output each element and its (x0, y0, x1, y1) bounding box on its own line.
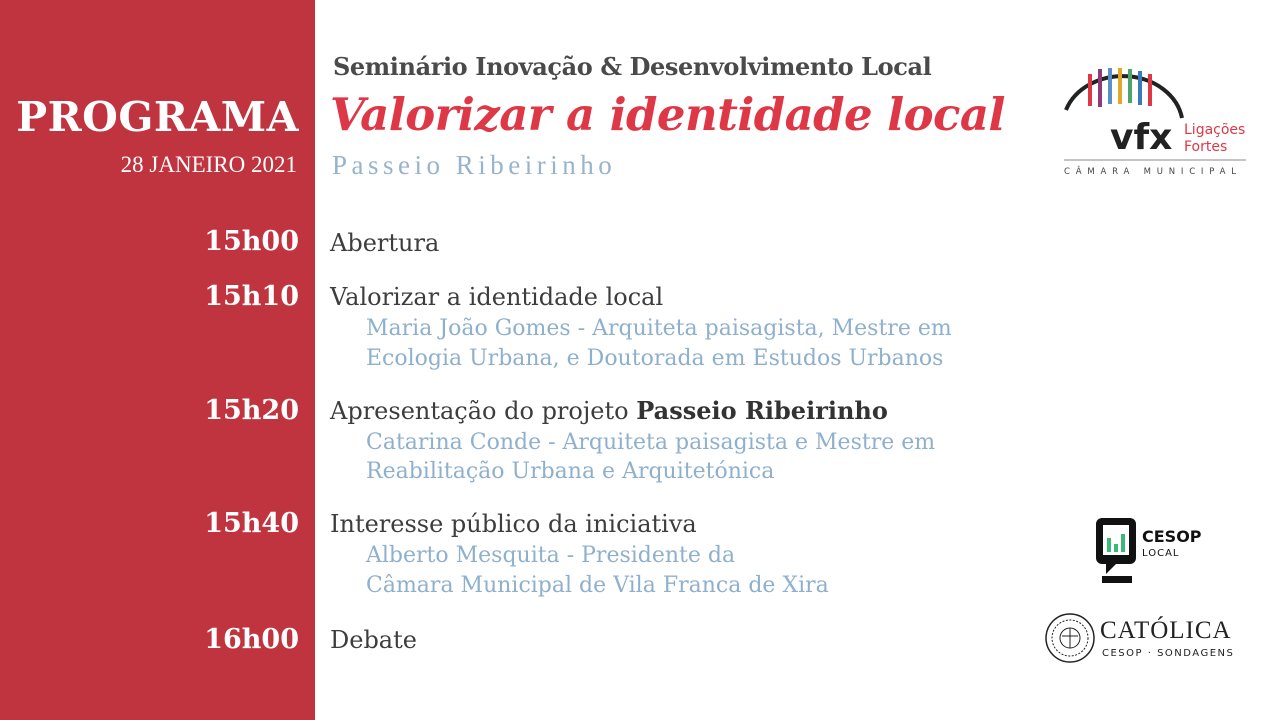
agenda-item-text: Apresentação do projeto (330, 397, 637, 425)
main-title: Valorizar a identidade local (330, 88, 1005, 141)
cesop-sub: LOCAL (1142, 548, 1180, 559)
program-heading: PROGRAMA (16, 93, 299, 141)
cesop-local-logo (1094, 516, 1224, 588)
logo-bar (1088, 74, 1092, 106)
vfx-tagline: Fortes (1184, 139, 1228, 155)
catolica-sub: CESOP · SONDAGENS (1102, 648, 1234, 659)
vfx-logo (1060, 54, 1250, 179)
seminar-title: Seminário Inovação & Desenvolvimento Local (333, 52, 932, 81)
cesop-base (1102, 576, 1132, 583)
event-date: 28 JANEIRO 2021 (120, 152, 297, 177)
cesop-bar (1114, 544, 1118, 552)
cesop-bar (1107, 538, 1111, 552)
agenda-item: Debate (330, 626, 417, 654)
time-slot: 15h00 (204, 226, 299, 257)
logo-arc (1066, 76, 1182, 118)
catolica-logo (1044, 610, 1234, 666)
time-slot: 15h10 (204, 281, 299, 312)
logo-bar (1148, 74, 1152, 106)
place-title: Passeio Ribeirinho (332, 150, 617, 180)
vfx-subtitle: CÂMARA MUNICIPAL (1064, 167, 1242, 177)
time-slot: 15h20 (204, 395, 299, 426)
logo-bar (1128, 69, 1132, 103)
cesop-bar (1121, 534, 1125, 552)
speaker-line: Alberto Mesquita - Presidente da (366, 543, 736, 568)
logo-bar (1138, 71, 1142, 105)
agenda-item: Abertura (330, 229, 440, 257)
time-slot: 15h40 (204, 508, 299, 539)
logo-bar (1108, 68, 1112, 104)
logo-bar (1118, 68, 1122, 104)
vfx-wordmark: vfx (1110, 117, 1173, 158)
cesop-name: CESOP (1142, 527, 1202, 546)
speaker-line: Catarina Conde - Arquiteta paisagista e Mestre em (366, 430, 936, 455)
vfx-tagline: Ligações (1184, 122, 1246, 138)
sidebar-panel (0, 0, 315, 720)
logo-bar (1098, 69, 1102, 107)
time-slot: 16h00 (204, 624, 299, 655)
agenda-item: Interesse público da iniciativa (330, 510, 697, 538)
speaker-line: Reabilitação Urbana e Arquitetónica (366, 459, 775, 484)
agenda-item: Valorizar a identidade local (330, 283, 664, 311)
catolica-name: CATÓLICA (1100, 617, 1232, 644)
speaker-line: Maria João Gomes - Arquiteta paisagista, Mestre em (366, 316, 952, 341)
project-name: Passeio Ribeirinho (636, 396, 888, 425)
speaker-line: Câmara Municipal de Vila Franca de Xira (366, 573, 829, 598)
speaker-line: Ecologia Urbana, e Doutorada em Estudos Urbanos (366, 346, 944, 371)
cesop-pointer (1106, 564, 1116, 574)
agenda-item (330, 396, 888, 425)
